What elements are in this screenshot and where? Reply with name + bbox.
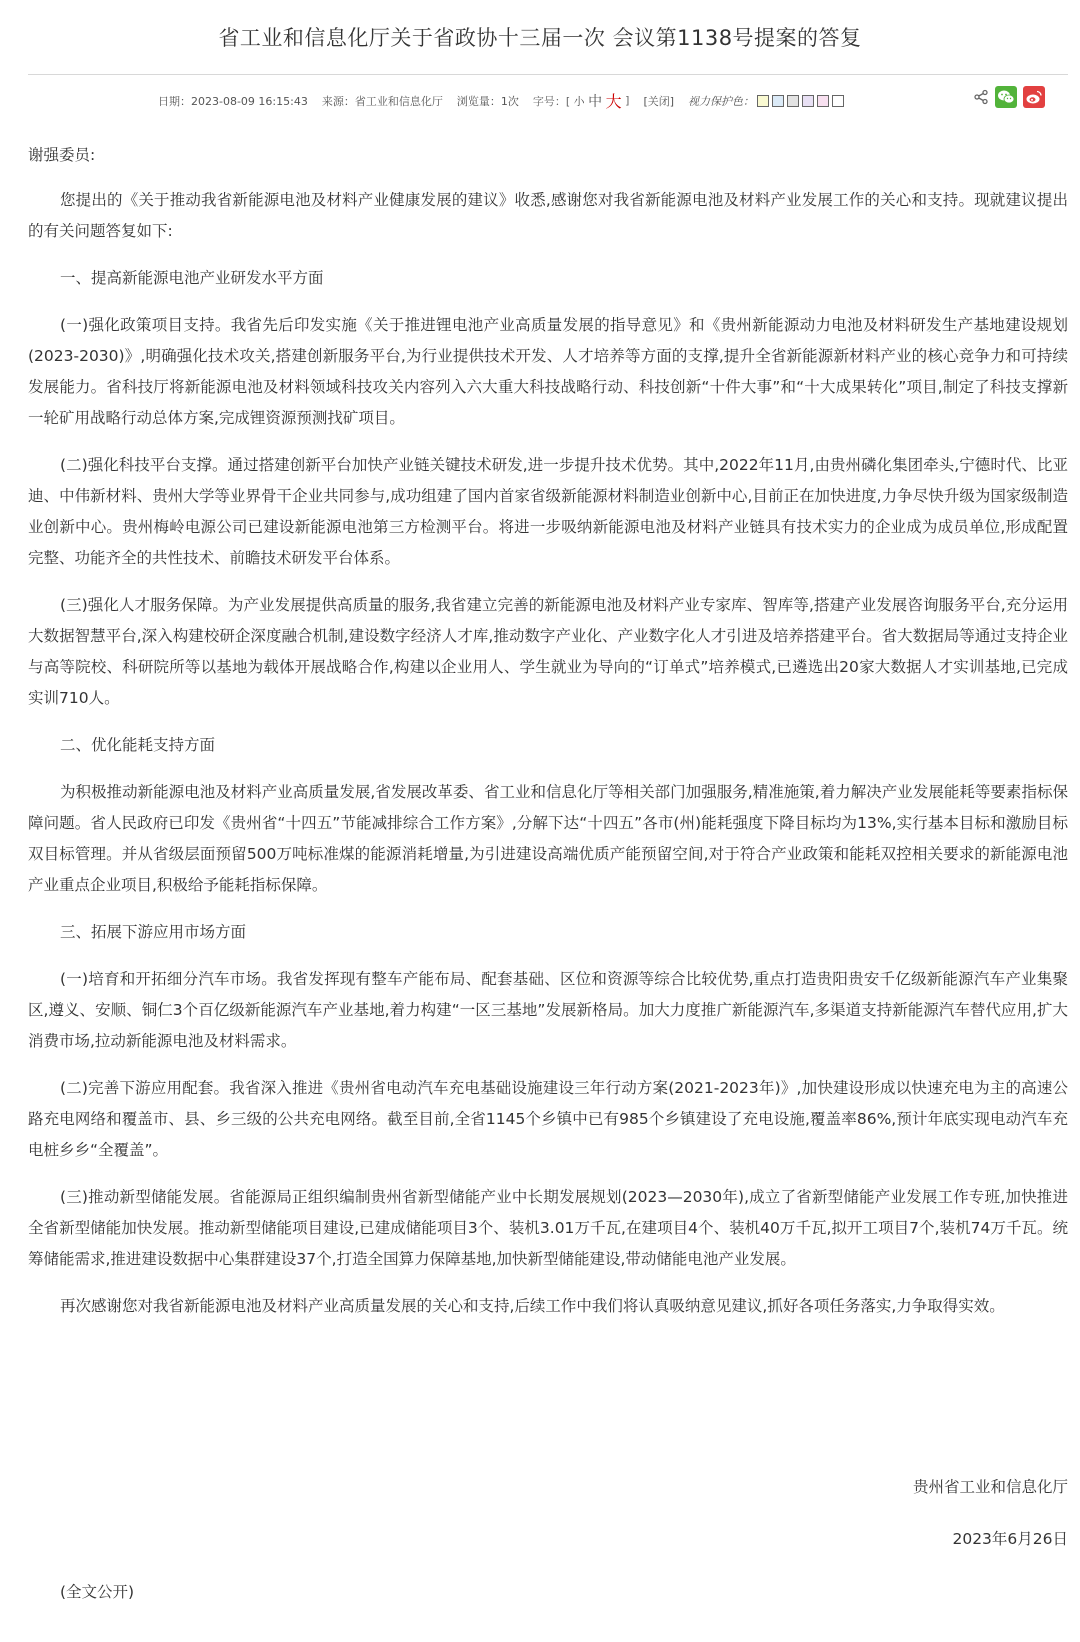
paragraph: (二)强化科技平台支撑。通过搭建创新平台加快产业链关键技术研发,进一步提升技术优势。其中,2022年11月,由贵州磷化集团牵头,宁德时代、比亚迪、中伟新材料、贵州大学等业界骨干企业共同参与,成功组建了国内首家省级新能源材料制造业创新中心,目前正在加快进度,力争尽快升级为国家级制造业创新中心。贵州梅岭电源公司已建设新能源电池第三方检测平台。将进一步吸纳新能源电池及材料产业链具有技术实力的企业成为成员单位,形成配置完整、功能齐全的共性技术、前瞻技术研发平台体系。: [28, 456, 1068, 567]
vision-swatch-3[interactable]: [802, 95, 814, 107]
vision-color-label: 视力保护色：: [688, 94, 755, 108]
article-body: [28, 140, 1068, 1338]
signature-org: 贵州省工业和信息化厅: [912, 1478, 1068, 1496]
share-icon[interactable]: [973, 89, 989, 105]
disclosure-note: (全文公开): [60, 1583, 135, 1601]
article-meta: [158, 89, 844, 112]
view-count: 浏览量：1次: [456, 94, 519, 108]
publish-date: 日期：2023-08-09 16:15:43: [158, 94, 308, 108]
paragraph: 您提出的《关于推动我省新能源电池及材料产业健康发展的建议》收悉,感谢您对我省新能源电池及材料产业发展工作的关心和支持。现就建议提出的有关问题答复如下:: [28, 191, 1068, 240]
paragraph: (二)完善下游应用配套。我省深入推进《贵州省电动汽车充电基础设施建设三年行动方案(2021-2023年)》,加快建设形成以快速充电为主的高速公路充电网络和覆盖市、县、乡三级的公共充电网络。截至目前,全省1145个乡镇中已有985个乡镇建设了充电设施,覆盖率86%,预计年底实现电动汽车充电桩乡乡“全覆盖”。: [28, 1079, 1068, 1159]
share-bar: [973, 86, 1045, 108]
source-label: 来源：省工业和信息化厅: [321, 94, 443, 108]
vision-swatch-2[interactable]: [787, 95, 799, 107]
vision-swatch-1[interactable]: [772, 95, 784, 107]
close-link[interactable]: [关闭]: [643, 94, 675, 108]
vision-swatch-0[interactable]: [757, 95, 769, 107]
font-size-label: 字号：[: [532, 94, 571, 108]
paragraph: 再次感谢您对我省新能源电池及材料产业高质量发展的关心和支持,后续工作中我们将认真吸纳意见建议,抓好各项任务落实,力争取得实效。: [60, 1297, 1005, 1315]
vision-swatch-4[interactable]: [817, 95, 829, 107]
font-small-button[interactable]: 小: [573, 94, 585, 108]
paragraph: (三)推动新型储能发展。省能源局正组织编制贵州省新型储能产业中长期发展规划(2023—2030年),成立了省新型储能产业发展工作专班,加快推进全省新型储能加快发展。推动新型储能项目建设,已建成储能项目3个、装机3.01万千瓦,在建项目4个、装机40万千瓦,拟开工项目7个,装机74万千瓦。统筹储能需求,推进建设数据中心集群建设37个,打造全国算力保障基地,加快新型储能建设,带动储能电池产业发展。: [28, 1188, 1068, 1268]
paragraph: (一)培育和开拓细分汽车市场。我省发挥现有整车产能布局、配套基础、区位和资源等综合比较优势,重点打造贵阳贵安千亿级新能源汽车产业集聚区,遵义、安顺、铜仁3个百亿级新能源汽车产业基地,着力构建“一区三基地”发展新格局。加大力度推广新能源汽车,多渠道支持新能源汽车替代应用,扩大消费市场,拉动新能源电池及材料需求。: [28, 970, 1068, 1050]
title-divider: [28, 74, 1068, 75]
paragraph: (一)强化政策项目支持。我省先后印发实施《关于推进锂电池产业高质量发展的指导意见》和《贵州新能源动力电池及材料研发生产基地建设规划(2023-2030)》,明确强化技术攻关,搭建创新服务平台,为行业提供技术开发、人才培养等方面的支撑,提升全省新能源新材料产业的核心竞争力和可持续发展能力。省科技厅将新能源电池及材料领域科技攻关内容列入六大重大科技战略行动、科技创新“十件大事”和“十大成果转化”项目,制定了科技支撑新一轮矿用战略行动总体方案,完成锂资源预测找矿项目。: [28, 316, 1068, 427]
section-heading: 一、提高新能源电池产业研发水平方面: [60, 269, 324, 287]
weibo-icon[interactable]: [1023, 86, 1045, 108]
wechat-icon[interactable]: [995, 86, 1017, 108]
font-medium-button[interactable]: 中: [588, 93, 603, 110]
section-heading: 二、优化能耗支持方面: [60, 736, 216, 754]
signature-date: 2023年6月26日: [952, 1530, 1068, 1548]
page-title: 省工业和信息化厅关于省政协十三届一次 会议第1138号提案的答复: [218, 26, 862, 50]
paragraph: (三)强化人才服务保障。为产业发展提供高质量的服务,我省建立完善的新能源电池及材料产业专家库、智库等,搭建产业发展咨询服务平台,充分运用大数据智慧平台,深入构建校研企深度融合机制,建设数字经济人才库,推动数字产业化、产业数字化人才引进及培养搭建平台。省大数据局等通过支持企业与高等院校、科研院所等以基地为载体开展战略合作,构建以企业用人、学生就业为导向的“订单式”培养模式,已遴选出20家大数据人才实训基地,已完成实训710人。: [28, 596, 1068, 707]
font-large-button[interactable]: 大: [605, 92, 622, 111]
vision-swatches: [757, 95, 844, 107]
vision-swatch-5[interactable]: [832, 95, 844, 107]
salutation: 谢强委员:: [28, 146, 96, 164]
paragraph: 为积极推动新能源电池及材料产业高质量发展,省发展改革委、省工业和信息化厅等相关部门加强服务,精准施策,着力解决产业发展能耗等要素指标保障问题。省人民政府已印发《贵州省“十四五”节能减排综合工作方案》,分解下达“十四五”各市(州)能耗强度下降目标均为13%,实行基本目标和激励目标双目标管理。并从省级层面预留500万吨标准煤的能源消耗增量,为引进建设高端优质产能预留空间,对于符合产业政策和能耗双控相关要求的新能源电池产业重点企业项目,积极给予能耗指标保障。: [28, 783, 1068, 894]
font-size-end: ]: [625, 94, 630, 107]
section-heading: 三、拓展下游应用市场方面: [60, 923, 247, 941]
